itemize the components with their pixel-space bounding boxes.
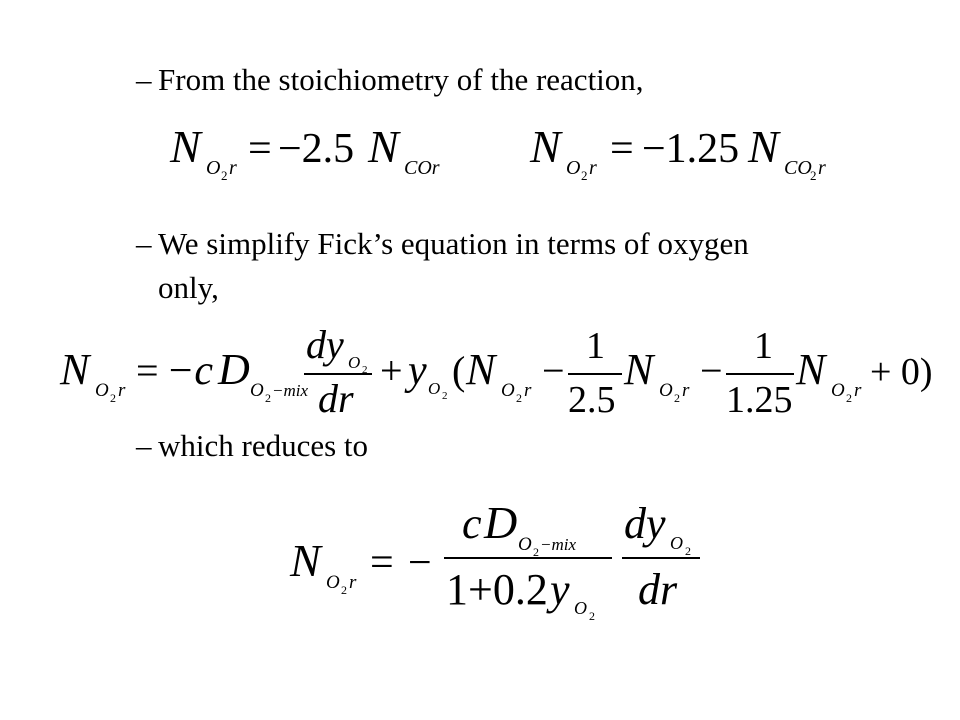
eq-equals: = <box>136 348 159 393</box>
eq-symbol: D <box>218 345 250 394</box>
bullet-dash: – <box>136 62 152 97</box>
eq-subscript: −mix <box>272 381 309 400</box>
eq-minus: − <box>542 348 565 393</box>
eq-equals: = <box>370 540 394 586</box>
eq-subscript: 2 <box>581 168 588 183</box>
eq-subscript: 2 <box>685 544 691 558</box>
eq-minus: − <box>408 540 432 586</box>
eq-subscript: r <box>854 380 862 401</box>
equation-no2r-co <box>160 110 460 190</box>
eq-subscript: 2 <box>533 545 539 559</box>
eq-subscript: 2 <box>341 583 347 597</box>
eq-subscript: O <box>501 380 515 401</box>
bullet-dash: – <box>136 428 152 463</box>
eq-coefficient: −2.5 <box>278 126 355 172</box>
eq-minus: − <box>700 348 723 393</box>
eq-symbol: y <box>408 348 427 394</box>
eq-subscript: O <box>670 533 683 553</box>
eq-paren: ( <box>452 348 466 393</box>
eq-numerator: 1 <box>586 325 605 367</box>
eq-symbol: N <box>796 345 826 394</box>
equation-reduced <box>286 494 726 624</box>
bullet-text: We simplify Fick’s equation in terms of oxygen <box>158 226 749 261</box>
eq-term: −c <box>166 348 213 394</box>
eq-symbol: N <box>748 121 779 172</box>
eq-subscript: 2 <box>110 391 116 405</box>
bullet-reduces <box>136 424 368 468</box>
eq-tail: + 0) <box>870 351 933 393</box>
eq-numerator: dy <box>624 499 666 548</box>
eq-symbol: N <box>466 345 496 394</box>
eq-subscript: r <box>349 572 357 593</box>
eq-subscript: O <box>348 353 361 372</box>
eq-subscript: 2 <box>516 391 522 405</box>
eq-subscript: O <box>250 380 264 401</box>
eq-coefficient: −1.25 <box>642 126 740 172</box>
bullet-fick-continued <box>158 266 219 310</box>
bullet-dash: – <box>136 226 152 261</box>
eq-symbol: N <box>530 121 561 172</box>
eq-equals: = <box>610 126 634 172</box>
eq-subscript: O <box>566 157 581 179</box>
eq-symbol: N <box>60 345 90 394</box>
eq-subscript: 2 <box>589 609 595 623</box>
eq-subscript: 2 <box>265 391 271 405</box>
eq-subscript: 2 <box>221 168 228 183</box>
eq-symbol: N <box>624 345 654 394</box>
eq-symbol: y <box>550 565 570 614</box>
eq-equals: = <box>248 126 272 172</box>
bullet-text: only, <box>158 270 219 305</box>
bullet-fick <box>136 222 749 266</box>
bullet-text: From the stoichiometry of the reaction, <box>158 62 644 97</box>
eq-subscript: O <box>574 598 587 618</box>
eq-symbol: D <box>484 497 518 548</box>
eq-numerator: c <box>462 499 482 548</box>
eq-subscript: 2 <box>846 391 852 405</box>
eq-subscript: COr <box>404 157 440 179</box>
eq-subscript: O <box>831 380 845 401</box>
eq-subscript: O <box>206 157 221 179</box>
eq-subscript: r <box>682 380 690 401</box>
eq-denominator: dr <box>318 376 354 418</box>
eq-symbol: N <box>290 535 321 586</box>
eq-subscript: r <box>524 380 532 401</box>
eq-subscript: O <box>428 379 441 398</box>
eq-subscript: r <box>229 157 237 179</box>
eq-symbol: N <box>170 121 201 172</box>
eq-denominator: 1+0.2 <box>446 565 548 614</box>
eq-subscript: CO <box>784 157 812 179</box>
bullet-text: which reduces to <box>158 428 369 463</box>
eq-plus: + <box>380 348 403 393</box>
eq-numerator: dy <box>306 322 344 367</box>
eq-subscript: O <box>518 534 532 555</box>
eq-subscript: O <box>659 380 673 401</box>
eq-subscript: 2 <box>442 390 448 402</box>
eq-subscript: O <box>95 380 109 401</box>
eq-denominator: dr <box>638 565 678 614</box>
eq-numerator: 1 <box>754 325 773 367</box>
eq-subscript: r <box>589 157 597 179</box>
eq-denominator: 1.25 <box>726 379 793 418</box>
eq-subscript: r <box>818 157 826 179</box>
eq-denominator: 2.5 <box>568 379 616 418</box>
eq-subscript: 2 <box>362 364 368 376</box>
eq-subscript: r <box>118 380 126 401</box>
bullet-stoichiometry <box>136 58 644 102</box>
eq-subscript: O <box>326 572 340 593</box>
eq-subscript: 2 <box>810 168 817 183</box>
eq-symbol: N <box>368 121 399 172</box>
equation-no2r-co2 <box>520 110 840 190</box>
eq-subscript: 2 <box>674 391 680 405</box>
eq-subscript: −mix <box>540 535 577 554</box>
equation-fick-oxygen <box>56 318 936 418</box>
